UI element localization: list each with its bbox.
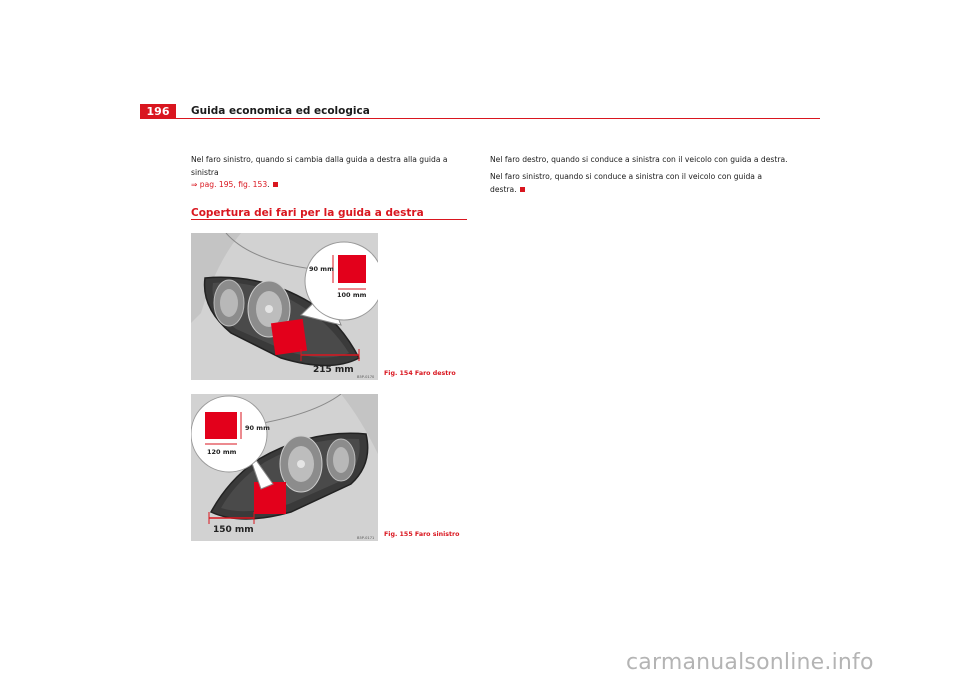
left-headlight-illustration — [191, 394, 378, 541]
intro-text: Nel faro sinistro, quando si cambia dalla guida a destra alla guida a sinistra — [191, 155, 448, 177]
header-rule — [140, 118, 820, 119]
end-of-section-icon — [273, 182, 278, 187]
running-title: Guida economica ed ecologica — [191, 105, 370, 117]
right-headlight-illustration — [191, 233, 378, 380]
height-label: 90 mm — [245, 424, 270, 432]
section-title: Copertura dei fari per la guida a destra — [191, 207, 424, 219]
distance-label: 215 mm — [313, 365, 354, 375]
height-label: 90 mm — [309, 265, 334, 273]
figure-right-headlight — [191, 233, 378, 380]
right-paragraph-2 — [490, 171, 790, 196]
right-paragraph-2-line1: Nel faro sinistro, quando si conduce a sinistra con il veicolo con guida a — [490, 172, 763, 181]
end-of-section-icon — [520, 187, 525, 192]
image-code: B5P-0171 — [357, 536, 375, 540]
section-rule — [191, 219, 467, 220]
width-label: 120 mm — [207, 448, 237, 456]
page-number: 196 — [140, 104, 176, 119]
cross-reference-link[interactable]: ⇒ pag. 195, fig. 153 — [191, 180, 268, 189]
intro-paragraph: Nel faro sinistro, quando si cambia dalla guida a destra alla guida a sinistra ⇒ pag. 195, fig. 153. — [191, 155, 448, 189]
site-watermark: carmanualsonline.info — [626, 650, 874, 675]
width-label: 100 mm — [337, 291, 367, 299]
image-code: B5P-0170 — [357, 375, 375, 379]
figure-caption: Fig. 154 Faro destro — [384, 370, 456, 377]
figure-caption: Fig. 155 Faro sinistro — [384, 531, 460, 538]
right-paragraph-1: Nel faro destro, quando si conduce a sinistra con il veicolo con guida a destra. — [490, 155, 788, 164]
figure-left-headlight — [191, 394, 378, 541]
right-paragraph-2-line2: destra. — [490, 184, 517, 194]
distance-label: 150 mm — [213, 525, 254, 535]
